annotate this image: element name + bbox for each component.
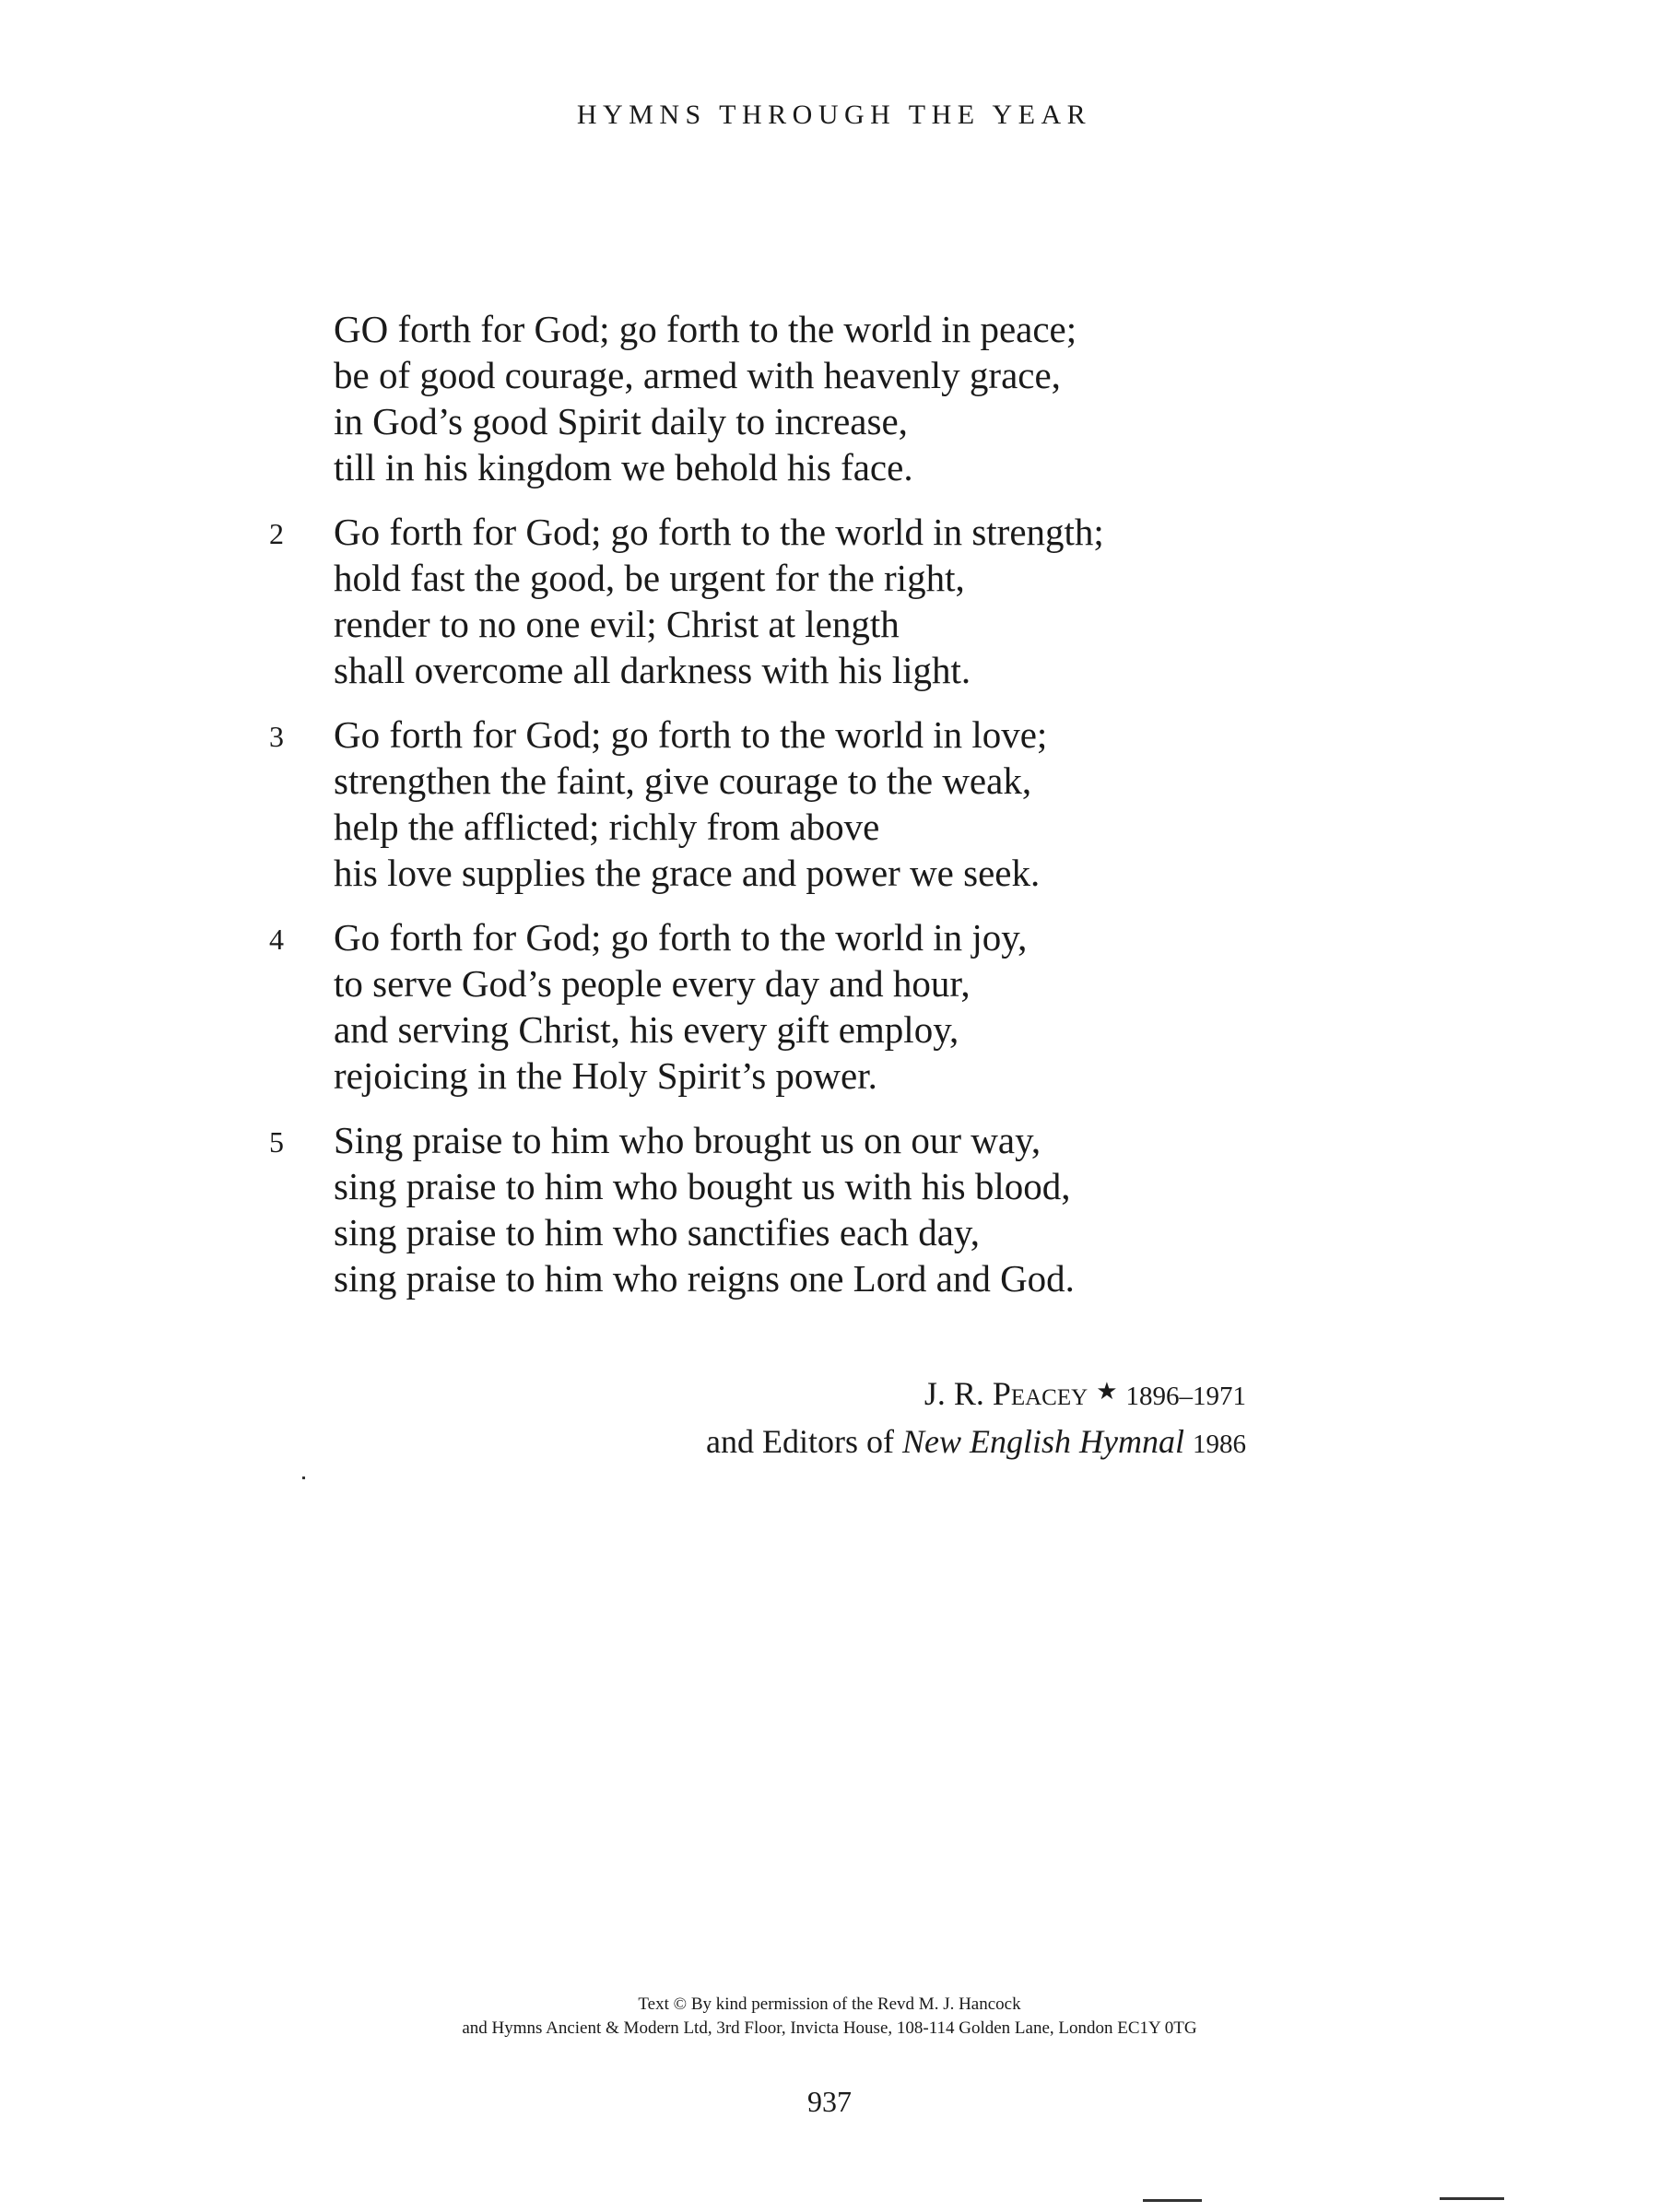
editors-line: [706, 1419, 1246, 1466]
star-icon: ★: [1096, 1378, 1118, 1405]
verse-line: Go forth for God; go forth to the world in love;: [334, 713, 1048, 756]
verse-line: sing praise to him who bought us with his blood,: [334, 1165, 1071, 1207]
verse-line: render to no one evil; Christ at length: [334, 603, 900, 645]
verse-line: be of good courage, armed with heavenly grace,: [334, 354, 1061, 396]
verse-line: rejoicing in the Holy Spirit’s power.: [334, 1054, 877, 1097]
verse-line: and serving Christ, his every gift employ,: [334, 1008, 959, 1051]
author-line: [706, 1371, 1246, 1419]
editors-year: 1986: [1193, 1430, 1246, 1459]
scan-mark: [1440, 2197, 1504, 2200]
verse-number: 5: [269, 1125, 284, 1159]
verse-number: 4: [269, 923, 284, 956]
page-number: 937: [807, 2085, 852, 2118]
scan-mark: [1143, 2199, 1202, 2202]
verse-line: his love supplies the grace and power we seek.: [334, 852, 1041, 894]
verse-2: [0, 509, 1659, 693]
verse-line: till in his kingdom we behold his face.: [334, 446, 913, 488]
verse-line: shall overcome all darkness with his light.: [334, 649, 971, 691]
verse-line: Sing praise to him who brought us on our way,: [334, 1119, 1041, 1161]
verse-line: to serve God’s people every day and hour,: [334, 962, 971, 1005]
hymn-text: [0, 306, 1659, 1320]
verse-number: 2: [269, 517, 284, 550]
verse-line: Go forth for God; go forth to the world in joy,: [334, 916, 1028, 959]
author-dates: 1896–1971: [1125, 1382, 1246, 1411]
verse-1: [0, 306, 1659, 490]
verse-line: in God’s good Spirit daily to increase,: [334, 400, 908, 442]
editors-prefix: and Editors of: [706, 1423, 895, 1460]
verse-line: sing praise to him who sanctifies each day,: [334, 1211, 980, 1253]
attribution: [706, 1371, 1246, 1466]
author-name: J. R. Peacey: [924, 1375, 1088, 1412]
verse-3: [0, 712, 1659, 896]
verse-line: sing praise to him who reigns one Lord and God.: [334, 1257, 1075, 1300]
verse-5: [0, 1117, 1659, 1301]
copyright-line-2: and Hymns Ancient & Modern Ltd, 3rd Floor, Invicta House, 108-114 Golden Lane, London EC1Y 0TG: [462, 2018, 1197, 2038]
verse-line: help the afflicted; richly from above: [334, 806, 880, 848]
verse-line: Go forth for God; go forth to the world in strength;: [334, 511, 1104, 553]
editors-book-title: New English Hymnal: [902, 1423, 1184, 1460]
verse-4: [0, 914, 1659, 1099]
scan-speck: [302, 1477, 305, 1479]
verse-number: 3: [269, 720, 284, 753]
running-head: HYMNS THROUGH THE YEAR: [576, 100, 1092, 130]
copyright-line-1: Text © By kind permission of the Revd M. J. Hancock: [638, 1994, 1021, 2014]
verse-line: GO forth for God; go forth to the world in peace;: [334, 308, 1077, 350]
verse-line: strengthen the faint, give courage to the weak,: [334, 759, 1032, 802]
verse-line: hold fast the good, be urgent for the right,: [334, 557, 965, 599]
copyright-notice: [0, 1993, 1659, 2041]
